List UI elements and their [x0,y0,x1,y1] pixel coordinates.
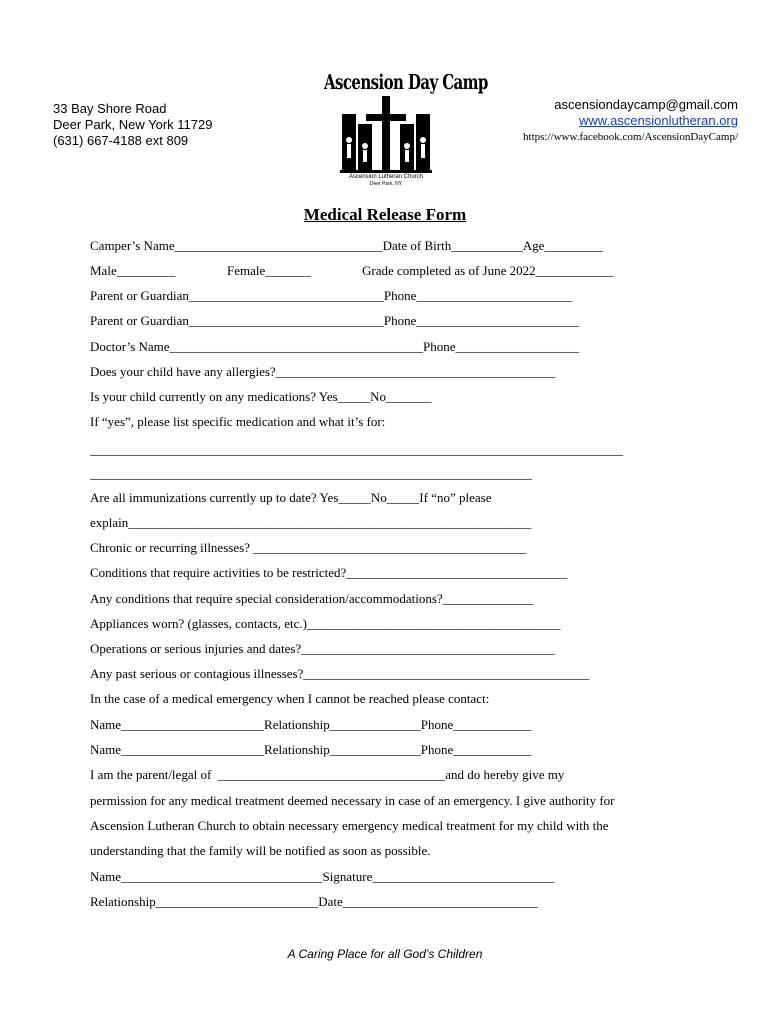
immunizations-row[interactable]: Are all immunizations currently up to date? Yes_____No_____If “no” please [90,490,492,505]
female-field[interactable]: Female_______ [227,263,311,278]
address-city: Deer Park, New York 11729 [53,117,213,132]
chronic-illness-row[interactable]: Chronic or recurring illnesses? __________________________________________ [90,540,527,555]
camp-contact [523,97,738,144]
contact-email[interactable]: ascensiondaycamp@gmail.com [554,97,738,112]
restricted-activities-row[interactable]: Conditions that require activities to be restricted?__________________________________ [90,565,568,580]
explain-row[interactable]: explain______________________________________________________________ [90,515,532,530]
camp-address [53,101,212,149]
emergency-contact-row[interactable]: Name______________________Relationship______________Phone____________ [90,742,532,757]
website-link[interactable]: www.ascensionlutheran.org [579,113,738,128]
campers-name-row[interactable]: Camper’s Name________________________________Date of Birth___________Age_________ [90,238,603,253]
form-title: Medical Release Form [303,205,467,224]
church-cross-icon [340,96,432,174]
consent-text: understanding that the family will be notified as soon as possible. [90,843,431,858]
relationship-date-row[interactable]: Relationship_________________________Date______________________________ [90,894,538,909]
address-phone: (631) 667-4188 ext 809 [53,133,189,148]
medication-blank-line[interactable]: __________________________________________________________________________________ [90,442,623,457]
parent-guardian-row[interactable]: Parent or Guardian______________________________Phone________________________ [90,288,573,303]
medications-row[interactable]: Is your child currently on any medications? Yes_____No_______ [90,389,432,404]
grade-field[interactable]: Grade completed as of June 2022____________ [362,263,614,278]
logo-city: Deer Park, NY [369,181,403,187]
allergies-row[interactable]: Does your child have any allergies?___________________________________________ [90,364,556,379]
special-consideration-row[interactable]: Any conditions that require special consideration/accommodations?______________ [90,591,534,606]
past-illnesses-row[interactable]: Any past serious or contagious illnesses?____________________________________________ [90,666,590,681]
address-street: 33 Bay Shore Road [53,101,167,116]
operations-row[interactable]: Operations or serious injuries and dates?_______________________________________ [90,641,555,656]
doctor-row[interactable]: Doctor’s Name_______________________________________Phone___________________ [90,339,580,354]
medication-blank-line[interactable]: ____________________________________________________________________ [90,466,532,481]
emergency-contact-heading: In the case of a medical emergency when I cannot be reached please contact: [90,691,490,706]
footer-tagline: A Caring Place for all God’s Children [287,947,483,961]
consent-text[interactable]: I am the parent/legal of ___________________________________and do hereby give my [90,767,565,782]
consent-text: permission for any medical treatment deemed necessary in case of an emergency. I give authority for [90,793,615,808]
camp-logo [324,70,488,192]
parent-guardian-row[interactable]: Parent or Guardian______________________________Phone_________________________ [90,313,579,328]
signature-row[interactable]: Name_______________________________Signature____________________________ [90,869,555,884]
facebook-link[interactable]: https://www.facebook.com/AscensionDayCamp/ [523,131,738,143]
medication-list-prompt: If “yes”, please list specific medication and what it’s for: [90,414,386,429]
logo-title: Ascension Day Camp [324,70,488,95]
male-field[interactable]: Male_________ [90,263,176,278]
emergency-contact-row[interactable]: Name______________________Relationship______________Phone____________ [90,717,532,732]
consent-text: Ascension Lutheran Church to obtain necessary emergency medical treatment for my child with the [90,818,609,833]
logo-church-name: Ascension Lutheran Church [348,174,424,180]
appliances-row[interactable]: Appliances worn? (glasses, contacts, etc.)_______________________________________ [90,616,561,631]
